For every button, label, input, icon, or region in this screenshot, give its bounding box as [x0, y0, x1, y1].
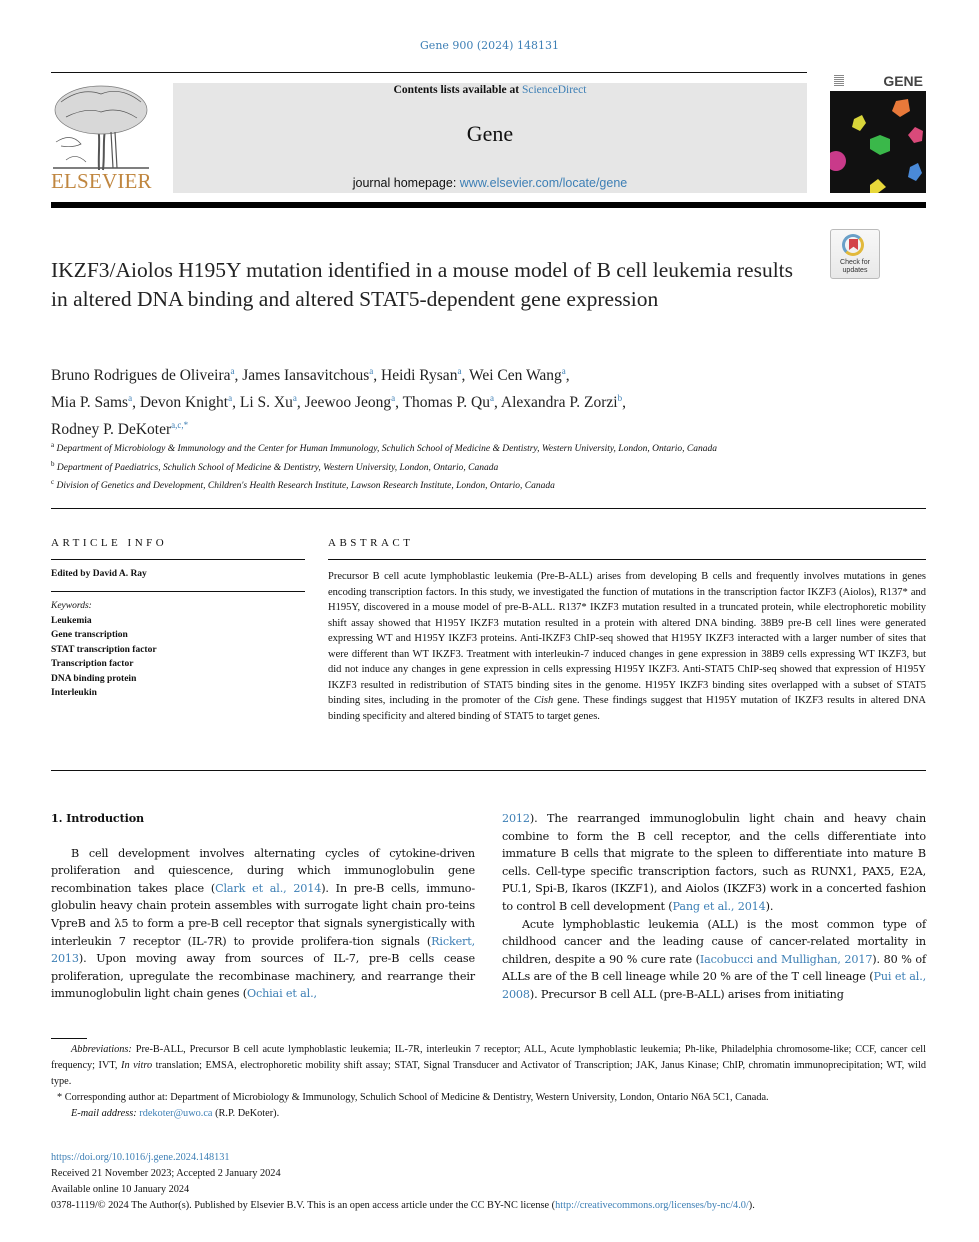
author-list: Bruno Rodrigues de Oliveira$^a$, James Iansavitchous$^a$, Heidi Rysan$^a$, Wei Cen Wang$^a$, Mia P. Sams$^a$, Devon Knight$^a$, Li S. Xu$^a$, Jeewoo Jeong$^a$, Thomas P. Qu$^a$, Alexandra P. Zorzi$^b$, Rodney P. DeKoter$^{a,c,*}$: [51, 366, 626, 439]
license: 0378-1119/© 2024 The Author(s). Published by Elsevier B.V. This is an open access article under the CC BY-NC license (http://creativecommons.org/licenses/by-nc/4.0/).: [51, 1200, 755, 1211]
keyword: Interleukin: [51, 688, 97, 698]
citation-link[interactable]: Ochiai et al.,: [246, 987, 317, 1001]
intro-p1-left: B cell development involves alternating cycles of cytokine-driven proliferation and quiescence, during which immunoglobulin gene recombination takes place (Clark et al., 2014). In pre-B cells, immuno-globulin heavy chain protein assembles with surrogate light chain pro-teins VpreB and λ5 to form a pre-B cell receptor that signals synergistically with interleukin 7 receptor (IL-7R) to provide prolifera-tion signals (Rickert, 2013). Upon moving away from sources of IL-7, pre-B cells cease proliferation, upregulate the recombinase machinery, and rearrange their immunoglobulin light chain genes (Ochiai et al.,: [51, 846, 475, 1001]
abstract-end-rule: [51, 770, 926, 771]
section-heading: 1. Introduction: [51, 811, 144, 825]
citation-link[interactable]: Pui et al., 2008: [502, 970, 927, 1001]
journal-title: Gene: [466, 121, 514, 146]
doi-link[interactable]: https://doi.org/10.1016/j.gene.2024.148131: [51, 1152, 230, 1163]
affiliation: $^c$ Division of Genetics and Development, Children's Health Research Institute, Lawson Research Institute, London, Ontario, Canada: [51, 478, 555, 492]
journal-citation[interactable]: Gene 900 (2024) 148131: [420, 39, 559, 52]
elsevier-logo: [51, 82, 151, 194]
journal-cover[interactable]: [830, 72, 926, 193]
author[interactable]: Bruno Rodrigues de Oliveira$^a$: [51, 366, 235, 385]
keyword: Transcription factor: [51, 659, 134, 669]
keywords-label: Keywords:: [51, 601, 92, 611]
email-link[interactable]: rdekoter@uwo.ca: [139, 1108, 213, 1119]
contents-line: [173, 84, 807, 96]
author[interactable]: Devon Knight$^a$: [139, 393, 233, 412]
sciencedirect-link[interactable]: ScienceDirect: [521, 84, 587, 96]
citation-link[interactable]: 2012: [502, 812, 530, 825]
author[interactable]: Mia P. Sams$^a$: [51, 393, 133, 412]
citation-link[interactable]: Pang et al., 2014: [672, 899, 766, 913]
cover-art-icon: [830, 91, 926, 193]
section-rule: [51, 508, 926, 509]
footnotes: [51, 1042, 926, 1122]
abstract-heading: ABSTRACT: [328, 537, 414, 549]
editor: Edited by David A. Ray: [51, 569, 147, 579]
keyword: Gene transcription: [51, 630, 128, 640]
article-info-rule: [51, 559, 305, 560]
header-rule: [51, 72, 807, 73]
homepage-line: [173, 176, 807, 190]
intro-column-left: [51, 810, 475, 1003]
affiliation: $^a$ Department of Microbiology & Immunology and the Center for Human Immunology, Schulich School of Medicine & Dentistry, Western University, London, Ontario, Canada: [51, 441, 718, 455]
intro-p2: Acute lymphoblastic leukemia (ALL) is the most common type of childhood cancer and the leading cause of cancer-related mortality in children, despite a 90 % cure rate (Iacobucci and Mullighan, 2017). 80 % of ALLs are of the B cell lineage while 20 % are of the T cell lineage (Pui et al., 2008). Precursor B cell ALL (pre-B-ALL) arises from initiating: [502, 917, 927, 1001]
homepage-prefix: journal homepage:: [352, 176, 460, 190]
abbreviations: Abbreviations: Pre-B-ALL, Precursor B cell acute lymphoblastic leukemia; IL-7R, interleukin 7 receptor; ALL, Acute lymphoblastic leukemia; Ph-like, Philadelphia chromosome-like; CCF, cancer cell frequency; IVT, In vitro translation; EMSA, electrophoretic mobility shift assay; STAT, Signal Transducer and Activator of Transcription; JAK, Janus Kinase; ChIP, chromatin immunoprecipitation; WT, wild type.: [51, 1044, 926, 1087]
contents-prefix: Contents lists available at: [393, 84, 522, 96]
corresponding-author: * Corresponding author at: Department of Microbiology & Immunology, Schulich School of Medicine & Dentistry, Western University, London, Ontario N6A 5C1, Canada.: [57, 1092, 769, 1103]
abstract-text: Precursor B cell acute lymphoblastic leukemia (Pre-B-ALL) arises from developing B cells and frequently involves mutations in genes encoding transcription factors. In this study, we investigated the function of mutations in the transcription factor IKZF3 (Aiolos), R137* and H195Y, discovered in a mouse model of pre-B-ALL. R137* IKZF3 mutation resulted in a truncated protein, while electrophoretic mobility shift assay showed that H195Y IKZF3 mutation resulted in a protein with altered DNA binding. 38B9 pre-B cell lines were generated expressing WT and H195Y IKZF3 proteins. Anti-IKZF3 ChIP-seq showed that H195Y IKZF3 interacted with a larger number of sites that were different than WT IKZF3. Treatment with interleukin-7 induced changes in gene expression in 38B9 cells expressing WT IKZF3, but did not induce any changes in gene expression in cells expressing H195Y IKZF3. Anti-STAT5 ChIP-seq showed that expression of H195Y IKZF3 resulted in redistribution of STAT5 binding sites in the genome. H195Y IKZF3 binding sites overlapped with a subset of STAT5 binding sites, including in the promoter of the Cish gene. These findings suggest that H195Y mutation of IKZF3 results in altered DNA binding specificity and altered binding of STAT5 to target genes.: [328, 571, 926, 722]
header-thick-rule: [51, 202, 926, 208]
tree-icon: [51, 82, 151, 172]
author[interactable]: Wei Cen Wang$^a$: [468, 366, 566, 385]
citation-link[interactable]: Clark et al., 2014: [215, 881, 322, 895]
author[interactable]: Rodney P. DeKoter$^{a,c,*}$: [51, 420, 189, 439]
keyword: STAT transcription factor: [51, 644, 157, 655]
citation-link[interactable]: Iacobucci and Mullighan, 2017: [699, 952, 873, 966]
check-updates-label: Check for updates: [840, 259, 870, 274]
intro-p1-right: 2012). The rearranged immunoglobulin light chain and heavy chain combine to form the B cell receptor, and the cells differentiate into immature B cells that migrate to the spleen to differentiate into mature B cells. Cell-type specific transcription factors, such as RUNX1, PAX5, E2A, PU.1, Spi-B, Ikaros (IKZF1), and Aiolos (IKZF3) work in a concerted fashion to control B cell development (Pang et al., 2014).: [502, 812, 926, 913]
affiliations: [51, 438, 811, 494]
cover-title: GENE: [883, 73, 923, 89]
email-line: E-mail address: rdekoter@uwo.ca (R.P. DeKoter).: [71, 1108, 280, 1119]
available-online: Available online 10 January 2024: [51, 1184, 190, 1195]
keyword: Leukemia: [51, 615, 92, 626]
received-dates: Received 21 November 2023; Accepted 2 January 2024: [51, 1168, 281, 1179]
intro-column-right: [502, 810, 926, 1004]
article-info-heading: ARTICLE INFO: [51, 537, 168, 549]
article-title: IKZF3/Aiolos H195Y mutation identified in a mouse model of B cell leukemia results in altered DNA binding and altered STAT5-dependent gene expression: [51, 258, 794, 311]
abstract-rule: [328, 559, 926, 560]
author[interactable]: Alexandra P. Zorzi$^b$: [500, 393, 623, 412]
journal-banner: [173, 83, 807, 193]
footnote-rule: [51, 1038, 87, 1039]
intro-text: ). Upon moving away from sources of IL-7, pre-B cells cease proliferation, upregulate the recombinase machinery, and rearrange their immunoglobulin light chain genes (: [51, 952, 475, 1001]
publication-info: [51, 1150, 926, 1214]
article-info-rule: [51, 591, 305, 592]
citation-link[interactable]: Rickert, 2013: [51, 934, 475, 966]
elsevier-wordmark: ELSEVIER: [51, 169, 152, 193]
license-link[interactable]: http://creativecommons.org/licenses/by-nc/4.0/: [555, 1200, 749, 1211]
author[interactable]: Heidi Rysan$^a$: [381, 366, 462, 385]
homepage-link[interactable]: www.elsevier.com/locate/gene: [459, 176, 628, 190]
author[interactable]: Jeewoo Jeong$^a$: [304, 393, 396, 412]
keyword: DNA binding protein: [51, 673, 137, 684]
elsevier-mini-logo-icon: [834, 75, 844, 87]
author[interactable]: Thomas P. Qu$^a$: [402, 393, 495, 412]
affiliation: $^b$ Department of Paediatrics, Schulich School of Medicine & Dentistry, Western University, London, Ontario, Canada: [51, 459, 499, 473]
check-for-updates-button[interactable]: [830, 229, 880, 279]
keywords: [51, 599, 157, 701]
author[interactable]: James Iansavitchous$^a$: [242, 366, 374, 385]
author[interactable]: Li S. Xu$^a$: [239, 393, 297, 412]
